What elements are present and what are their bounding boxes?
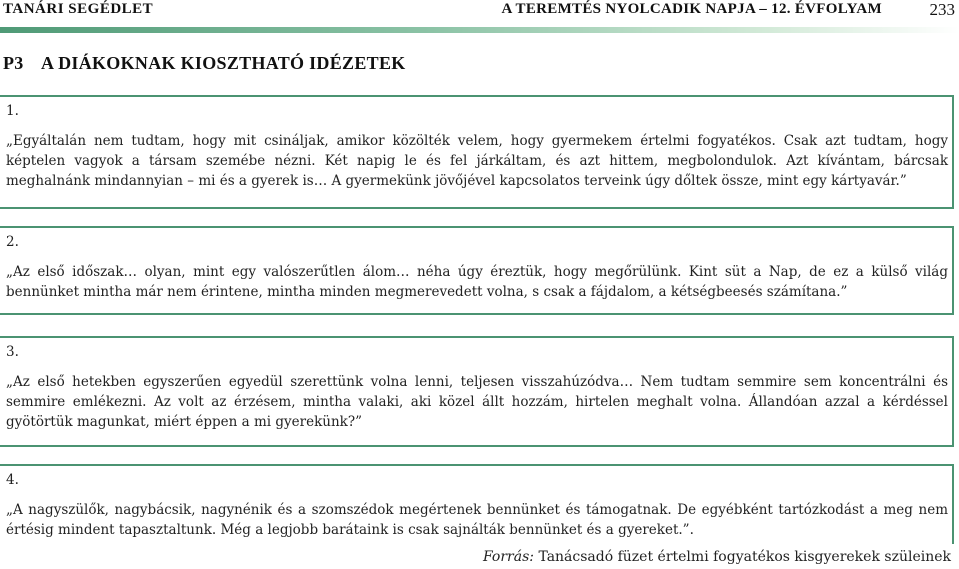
- running-header-left: TANÁRI SEGÉDLET: [3, 1, 154, 17]
- section-title-text: A DIÁKOKNAK KIOSZTHATÓ IDÉZETEK: [41, 53, 406, 73]
- running-header-right: A TEREMTÉS NYOLCADIK NAPJA – 12. ÉVFOLYAM: [501, 1, 882, 17]
- quote-number: 4.: [6, 472, 19, 488]
- quote-number: 2.: [6, 234, 19, 250]
- quote-text: „Egyáltalán nem tudtam, hogy mit csináljak, amikor közölték velem, hogy gyermekem értelmi fogyatékos. Csak azt tudtam, hogy képtelen vagyok a társam szemébe nézni. Két napig le és fel járkáltam, és azt hittem, megbolondulok. Azt kívántam, bárcsak meghalnánk mindannyian – mi és a gyerek is… A gyermekünk jövőjével kapcsolatos terveink úgy dőltek össze, mint egy kártyavár.”: [6, 133, 948, 189]
- quote-box-1: [0, 95, 954, 209]
- source-text: Tanácsadó füzet értelmi fogyatékos kisgyerekek szüleinek: [538, 549, 951, 565]
- quote-text: „Az első időszak… olyan, mint egy valószerűtlen álom… néha úgy éreztük, hogy megőrülünk. Kint süt a Nap, de ez a külső világ bennünket mintha már nem érintene, mintha minden megmerevedett volna, s csak a fájdalom, a kétségbeesés számítana.”: [6, 264, 948, 300]
- quote-box-4: [0, 464, 954, 544]
- quote-number: 1.: [6, 103, 19, 119]
- section-title: [3, 53, 406, 74]
- quote-text: „A nagyszülők, nagybácsik, nagynénik és a szomszédok megértenek bennünket és támogatnak. De egyébként tartózkodást a meg nem értésig mindent tapasztaltunk. Még a legjobb barátaink is csak sajnálták bennünket és a gyereket.”.: [6, 502, 948, 538]
- source-citation: [483, 549, 951, 565]
- page-number: 233: [929, 0, 955, 19]
- source-label: Forrás:: [482, 549, 534, 565]
- section-code: P3: [3, 53, 24, 73]
- quote-box-3: [0, 336, 954, 447]
- header-rule: [0, 27, 959, 33]
- quote-number: 3.: [6, 344, 19, 360]
- quote-text: „Az első hetekben egyszerűen egyedül szerettünk volna lenni, teljesen visszahúzódva… Nem tudtam semmire sem koncentrálni és semmire emlékezni. Az volt az érzésem, mintha valaki, aki közel állt hozzám, hirtelen meghalt volna. Állandóan azzal a kérdéssel gyötörtük magunkat, miért éppen a mi gyerekünk?”: [6, 374, 948, 430]
- quote-box-2: [0, 226, 954, 315]
